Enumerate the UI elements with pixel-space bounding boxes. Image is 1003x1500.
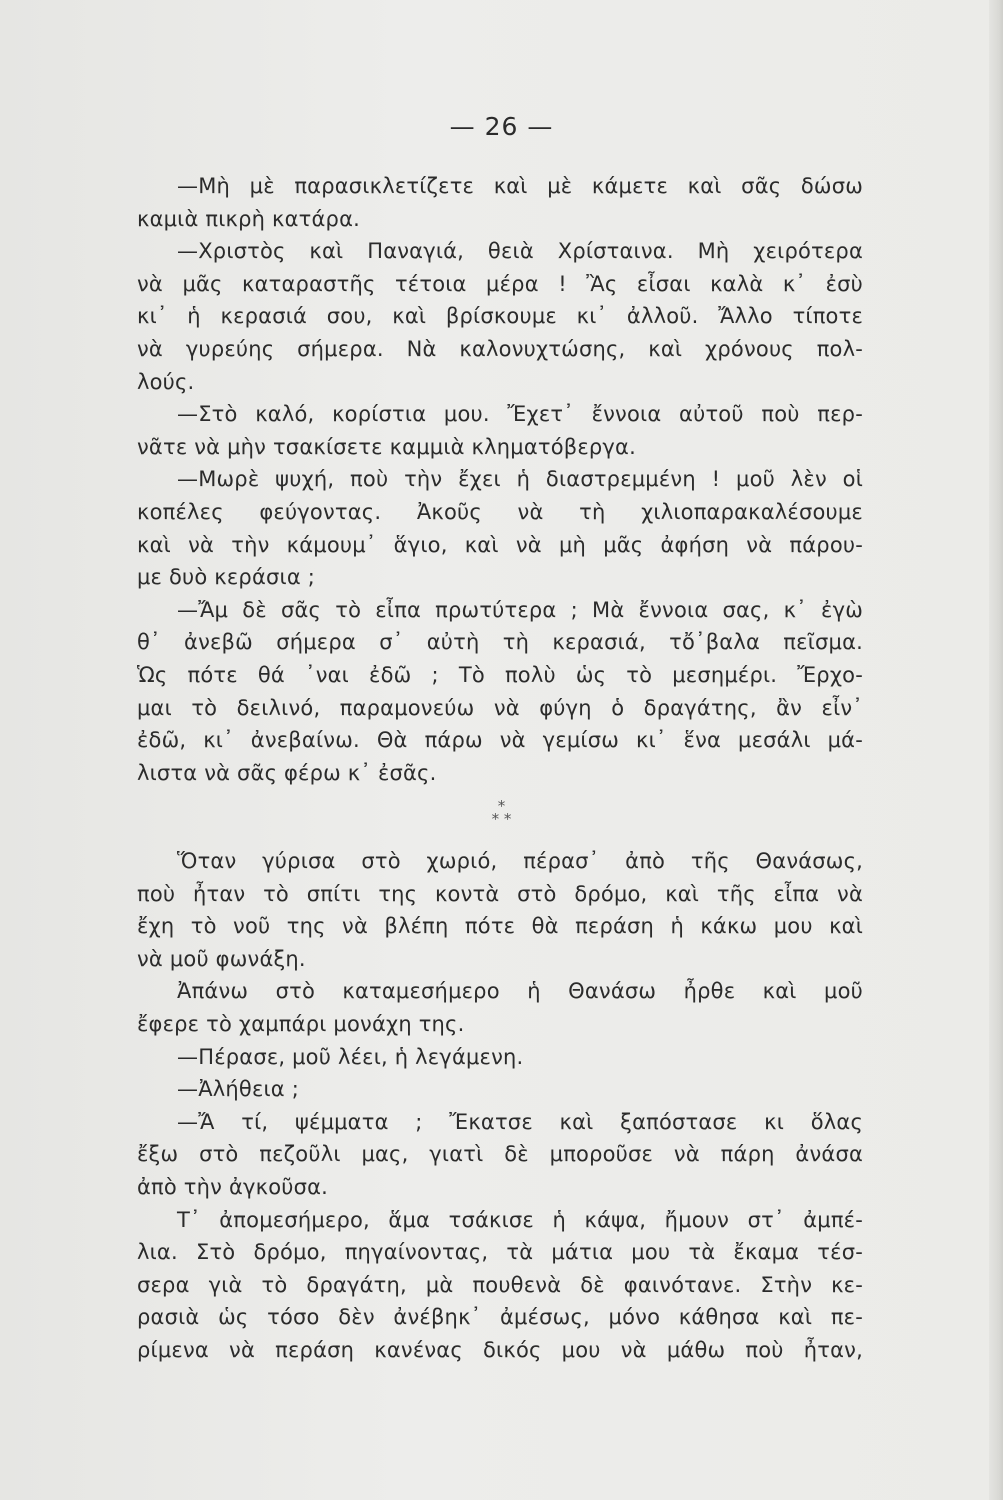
text-line: —Πέρασε, μοῦ λέει, ἡ λεγάμενη. xyxy=(177,1044,524,1069)
page-number: — 26 — xyxy=(449,112,554,141)
text-line: λια. Στὸ δρόμο, πηγαίνοντας, τὰ μάτια μου τὰ ἔκαμα τέσ- xyxy=(137,1240,863,1265)
text-line: λιστα νὰ σᾶς φέρω κ᾽ ἐσᾶς. xyxy=(137,760,437,785)
text-block-1 xyxy=(137,170,863,789)
text-line: Ἀπάνω στὸ καταμεσήμερο ἡ Θανάσω ἦρθε καὶ μοῦ xyxy=(177,979,863,1004)
text-line: ρίμενα νὰ περάση κανένας δικός μου νὰ μάθω ποὺ ἦταν, xyxy=(137,1337,863,1362)
text-line: κοπέλες φεύγοντας. Ἀκοῦς νὰ τὴ χιλιοπαρακαλέσουμε xyxy=(137,499,863,524)
asterism xyxy=(0,797,1003,828)
text-line: —Ἄ τί, ψέμματα ; Ἔκατσε καὶ ξαπόστασε κι ὅλας xyxy=(177,1109,863,1134)
text-line: ἔχη τὸ νοῦ της νὰ βλέπη πότε θὰ περάση ἡ κάκω μου καὶ xyxy=(137,914,863,939)
text-line: κι᾽ ἡ κερασιά σου, καὶ βρίσκουμε κι᾽ ἀλλοῦ. Ἄλλο τίποτε xyxy=(137,304,863,329)
asterism-bottom: * * xyxy=(491,810,512,828)
text-line: ποὺ ἦταν τὸ σπίτι της κοντὰ στὸ δρόμο, καὶ τῆς εἶπα νὰ xyxy=(137,881,863,906)
text-line: —Μωρὲ ψυχή, ποὺ τὴν ἔχει ἡ διαστρεμμένη ! μοῦ λὲν οἱ xyxy=(177,467,863,492)
text-line: ἔφερε τὸ χαμπάρι μονάχη της. xyxy=(137,1011,465,1036)
text-line: καμιὰ πικρὴ κατάρα. xyxy=(137,206,360,231)
text-line: νὰ γυρεύης σήμερα. Νὰ καλονυχτώσης, καὶ χρόνους πολ- xyxy=(137,336,863,361)
text-line: μαι τὸ δειλινό, παραμονεύω νὰ φύγη ὁ δραγάτης, ἂν εἶν᾽ xyxy=(137,695,863,720)
text-line: —Στὸ καλό, κορίστια μου. Ἔχετ᾽ ἔννοια αὐτοῦ ποὺ περ- xyxy=(177,402,863,427)
text-line: Ὅταν γύρισα στὸ χωριό, πέρασ᾽ ἀπὸ τῆς Θανάσως, xyxy=(177,849,863,873)
text-line: —Ἄμ δὲ σᾶς τὸ εἶπα πρωτύτερα ; Μὰ ἔννοια σας, κ᾽ ἐγὼ xyxy=(177,597,863,622)
text-line: καὶ νὰ τὴν κάμουμ᾽ ἅγιο, καὶ νὰ μὴ μᾶς ἀφήση νὰ πάρου- xyxy=(137,532,863,557)
page-edge xyxy=(989,0,1003,1500)
text-line: —Μὴ μὲ παρασικλετίζετε καὶ μὲ κάμετε καὶ σᾶς δώσω xyxy=(177,174,863,198)
text-line: —Ἀλήθεια ; xyxy=(177,1077,300,1102)
text-block-2 xyxy=(137,845,863,1367)
text-line: Ὡς πότε θά ᾽ναι ἐδῶ ; Τὸ πολὺ ὡς τὸ μεσημέρι. Ἔρχο- xyxy=(137,662,863,687)
text-line: λούς. xyxy=(137,369,195,394)
text-line: νὰ μοῦ φωνάξη. xyxy=(137,946,306,971)
text-line: νᾶτε νὰ μὴν τσακίσετε καμμιὰ κληματόβεργα. xyxy=(137,434,636,459)
text-line: ἐδῶ, κι᾽ ἀνεβαίνω. Θὰ πάρω νὰ γεμίσω κι᾽ ἕνα μεσάλι μά- xyxy=(137,728,863,753)
text-line: με δυὸ κεράσια ; xyxy=(137,565,316,590)
text-line: ρασιὰ ὡς τόσο δὲν ἀνέβηκ᾽ ἀμέσως, μόνο κάθησα καὶ πε- xyxy=(137,1305,863,1330)
text-line: θ᾽ ἀνεβῶ σήμερα σ᾽ αὐτὴ τὴ κερασιά, τὄ᾽βαλα πεῖσμα. xyxy=(137,630,863,655)
asterism-top: * xyxy=(497,797,506,815)
text-line: σερα γιὰ τὸ δραγάτη, μὰ πουθενὰ δὲ φαινότανε. Στὴν κε- xyxy=(137,1272,863,1297)
text-line: Τ᾽ ἀπομεσήμερο, ἅμα τσάκισε ἡ κάψα, ἤμουν στ᾽ ἀμπέ- xyxy=(177,1207,863,1232)
text-line: νὰ μᾶς καταραστῆς τέτοια μέρα ! Ἂς εἶσαι καλὰ κ᾽ ἐσὺ xyxy=(137,271,863,296)
text-line: ἀπὸ τὴν ἀγκοῦσα. xyxy=(137,1174,329,1199)
text-line: ἔξω στὸ πεζοῦλι μας, γιατὶ δὲ μποροῦσε νὰ πάρη ἀνάσα xyxy=(137,1142,863,1167)
text-line: —Χριστὸς καὶ Παναγιά, θειὰ Χρίσταινα. Μὴ χειρότερα xyxy=(177,239,863,264)
